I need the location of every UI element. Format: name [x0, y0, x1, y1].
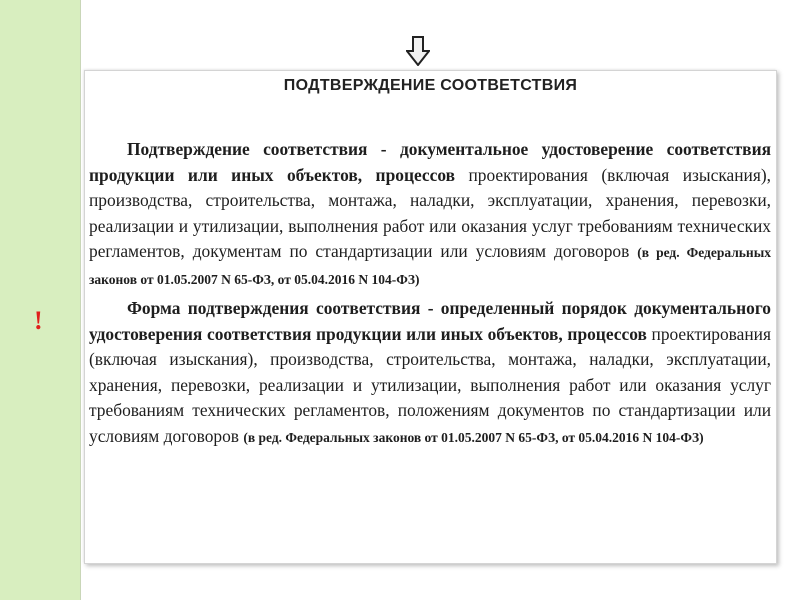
card-body — [89, 137, 771, 450]
exclamation-mark: ! — [34, 306, 43, 335]
law-reference: (в ред. Федеральных законов от 01.05.2007 N 65-ФЗ, от 05.04.2016 N 104-ФЗ) — [89, 245, 771, 287]
definition-text: проектирования (включая изыскания), производства, строительства, монтажа, наладки, эксплуатации, хранения, перевозки, реализации и утилизации, выполнения работ или оказания услуг требованиям технических регламентов, документам по стандартизации или условиям договоров — [89, 164, 771, 261]
left-sidebar-panel — [0, 0, 81, 600]
card-title: ПОДТВЕРЖДЕНИЕ СООТВЕТСТВИЯ — [283, 77, 578, 94]
form-definition-text: проектирования (включая изыскания), производства, строительства, монтажа, наладки, эксплуатации, хранения, перевозки, реализации и утилизации, выполнения работ или оказания услуг требованиям технических регламентов, положениям документов по стандартизации или условиям договоров — [89, 323, 771, 446]
form-law-reference: (в ред. Федеральных законов от 01.05.2007 N 65-ФЗ, от 05.04.2016 N 104-ФЗ) — [243, 429, 704, 445]
definition-paragraph — [89, 137, 771, 292]
definition-card — [84, 70, 777, 564]
definition-term: Подтверждение соответствия - документальное удостоверение соответствия продукции или иных объектов, процессов — [89, 139, 771, 185]
form-definition-paragraph — [89, 296, 771, 450]
down-arrow-icon — [406, 36, 430, 66]
form-definition-term: Форма подтверждения соответствия - определенный порядок документального удостоверения соответствия продукции или иных объектов, процессов — [89, 298, 771, 344]
